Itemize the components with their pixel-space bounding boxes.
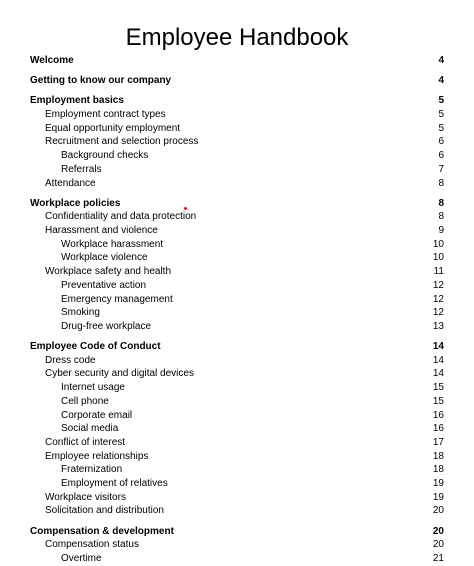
toc-entry-label: Conflict of interest — [45, 436, 126, 448]
toc-entry-page-number: 14 — [432, 354, 444, 366]
toc-entry-label: Employment contract types — [45, 109, 166, 121]
toc-entry-page-number: 12 — [432, 293, 444, 305]
toc-entry-page-number: 18 — [432, 450, 444, 462]
toc-entry-label: Harassment and violence — [45, 225, 158, 237]
toc-entry-label: Compensation status — [45, 539, 139, 551]
toc-entry[interactable] — [30, 320, 444, 334]
toc-entry-page-number: 19 — [432, 491, 444, 503]
toc-entry-page-number: 19 — [432, 477, 444, 489]
toc-entry-page-number: 14 — [432, 368, 444, 380]
toc-entry-page-number: 5 — [438, 122, 444, 134]
toc-entry[interactable] — [30, 504, 444, 518]
toc-entry[interactable] — [30, 409, 444, 423]
toc-entry-page-number: 16 — [432, 409, 444, 421]
toc-entry-label: Workplace violence — [61, 252, 148, 264]
toc-entry-label: Recruitment and selection process — [45, 136, 199, 148]
toc-entry[interactable] — [30, 525, 444, 539]
toc-entry[interactable] — [30, 149, 444, 163]
toc-entry-page-number: 20 — [432, 539, 444, 551]
table-of-contents — [30, 54, 444, 566]
toc-entry-page-number: 14 — [432, 341, 444, 353]
toc-entry-page-number: 4 — [438, 75, 444, 87]
toc-entry-page-number: 12 — [432, 307, 444, 319]
toc-entry[interactable] — [30, 108, 444, 122]
toc-entry-page-number: 21 — [432, 552, 444, 564]
toc-entry-label: Workplace policies — [30, 197, 121, 209]
toc-entry-label: Fraternization — [61, 464, 123, 476]
toc-entry[interactable] — [30, 122, 444, 136]
toc-entry-page-number: 5 — [438, 109, 444, 121]
toc-entry-page-number: 8 — [438, 197, 444, 209]
toc-entry[interactable] — [30, 135, 444, 149]
toc-entry[interactable] — [30, 163, 444, 177]
toc-entry-page-number: 6 — [438, 150, 444, 162]
toc-entry-label: Overtime — [61, 552, 102, 564]
toc-entry-label: Employee relationships — [45, 450, 149, 462]
toc-entry-label: Drug-free workplace — [61, 320, 152, 332]
toc-entry-page-number: 15 — [432, 395, 444, 407]
toc-entry-label: Smoking — [61, 307, 100, 319]
toc-entry[interactable] — [30, 54, 444, 68]
toc-entry-label: Emergency management — [61, 293, 173, 305]
toc-entry[interactable] — [30, 450, 444, 464]
toc-entry[interactable] — [30, 477, 444, 491]
toc-entry-label: Employment of relatives — [61, 477, 168, 489]
toc-entry-label: Corporate email — [61, 409, 133, 421]
toc-entry-label: Attendance — [45, 177, 96, 189]
toc-entry[interactable] — [30, 340, 444, 354]
toc-entry[interactable] — [30, 74, 444, 88]
toc-entry-page-number: 17 — [432, 436, 444, 448]
toc-entry-label: Background checks — [61, 150, 149, 162]
toc-entry[interactable] — [30, 463, 444, 477]
toc-entry[interactable] — [30, 197, 444, 211]
toc-entry-page-number: 13 — [432, 320, 444, 332]
toc-entry-page-number: 11 — [433, 266, 444, 278]
toc-entry[interactable] — [30, 306, 444, 320]
toc-entry[interactable] — [30, 210, 444, 224]
toc-entry-label: Cell phone — [61, 395, 109, 407]
toc-entry-page-number: 15 — [432, 382, 444, 394]
toc-entry-page-number: 8 — [438, 177, 444, 189]
toc-entry-label: Internet usage — [61, 382, 125, 394]
toc-entry-label: Workplace visitors — [45, 491, 126, 503]
toc-entry-label: Getting to know our company — [30, 75, 172, 87]
toc-entry[interactable] — [30, 436, 444, 450]
toc-entry-page-number: 8 — [438, 211, 444, 223]
toc-entry-label: Dress code — [45, 354, 96, 366]
toc-entry[interactable] — [30, 94, 444, 108]
toc-entry[interactable] — [30, 491, 444, 505]
toc-entry-label: Preventative action — [61, 279, 147, 291]
toc-entry-page-number: 12 — [432, 279, 444, 291]
toc-entry-label: Social media — [61, 423, 119, 435]
toc-entry-page-number: 16 — [432, 423, 444, 435]
toc-entry-label: Cyber security and digital devices — [45, 368, 194, 380]
toc-entry[interactable] — [30, 238, 444, 252]
toc-entry-page-number: 5 — [438, 95, 444, 107]
toc-entry[interactable] — [30, 251, 444, 265]
toc-entry-page-number: 4 — [438, 55, 444, 66]
toc-entry[interactable] — [30, 224, 444, 238]
toc-entry[interactable] — [30, 279, 444, 293]
toc-entry-label: Workplace safety and health — [45, 266, 172, 278]
toc-entry-page-number: 10 — [432, 252, 444, 264]
toc-entry-page-number: 6 — [438, 136, 444, 148]
toc-entry-page-number: 9 — [438, 225, 444, 237]
toc-entry-label: Employment basics — [30, 95, 124, 107]
toc-entry[interactable] — [30, 354, 444, 368]
toc-entry-label: Welcome — [30, 55, 74, 66]
toc-entry[interactable] — [30, 395, 444, 409]
toc-entry-page-number: 20 — [432, 505, 444, 517]
toc-entry[interactable] — [30, 177, 444, 191]
toc-entry-page-number: 18 — [432, 464, 444, 476]
toc-entry[interactable] — [30, 293, 444, 307]
toc-entry-page-number: 10 — [432, 238, 444, 250]
toc-entry-label: Workplace harassment — [61, 238, 164, 250]
toc-entry-label: Solicitation and distribution — [45, 505, 164, 517]
toc-entry-label: Compensation & development — [30, 525, 174, 537]
toc-entry[interactable] — [30, 381, 444, 395]
toc-entry-page-number: 7 — [438, 163, 444, 175]
toc-entry[interactable] — [30, 367, 444, 381]
toc-entry-label: Equal opportunity employment — [45, 122, 181, 134]
toc-entry[interactable] — [30, 538, 444, 552]
toc-entry-page-number: 20 — [432, 525, 444, 537]
toc-entry-label: Confidentiality and data protection — [45, 211, 197, 223]
toc-entry-label: Referrals — [61, 163, 102, 175]
document-title: Employee Handbook — [125, 24, 349, 51]
toc-entry-label: Employee Code of Conduct — [30, 341, 161, 353]
red-dot-mark — [184, 207, 187, 210]
toc-entry[interactable] — [30, 422, 444, 436]
toc-entry[interactable] — [30, 265, 444, 279]
